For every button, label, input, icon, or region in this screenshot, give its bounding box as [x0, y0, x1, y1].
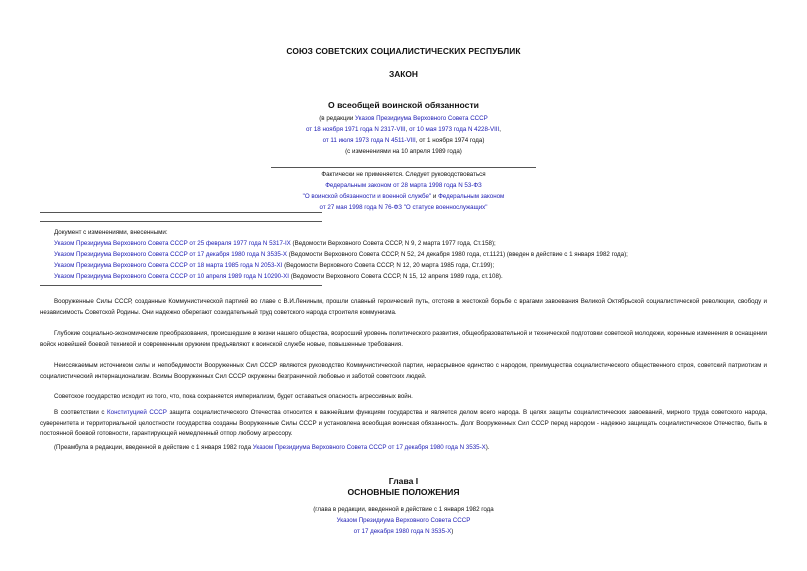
edition-separator: ,: [499, 126, 502, 133]
chapter-decree-link[interactable]: Указом Президиума Верховного Совета СССР: [336, 517, 471, 524]
chapter-note-text: (глава в редакции, введенной в действие с 1 января 1982 года: [313, 506, 494, 513]
edition-prefix: (в редакции: [319, 115, 355, 122]
doc-title-law: ЗАКОН: [389, 69, 418, 79]
preamble-edition-note: [40, 443, 767, 454]
divider: [271, 167, 536, 168]
edition-link-1973-may[interactable]: от 10 мая 1973 года N 4228-VIII: [409, 126, 500, 133]
paragraph-text: защита социалистического Отечества относится к важнейшим функциям государства и является делом всего народа. В целях защиты социалистических завоеваний, мирного труда советского народа, суверенитета и территориальной целостности государства созданы Вооруженные Силы СССР и установлена всеобщая воинская обязанность. Долг Вооруженных Сил СССР перед народом - надежно защищать социалистическое Отечество, быть в постоянной боевой готовности, гарантирующей немедленный отпор любому агрессору.: [40, 409, 767, 437]
paragraph-text: Вооруженные Силы СССР, созданные Коммунистической партией во главе с В.И.Лениным, прошли славный героический путь, отстояв в жестокой борьбе с врагами завоевания Великой Октябрьской социалистической революции, свободу и независимость Советской Родины. Они надежно оберегают созидательный труд советского народа строителя коммунизма.: [40, 298, 767, 316]
edition-separator: ,: [405, 126, 410, 133]
amendment-link[interactable]: Указом Президиума Верховного Совета СССР от 17 декабря 1980 года N 3535-X: [54, 251, 288, 258]
amendment-link[interactable]: Указом Президиума Верховного Совета СССР от 18 марта 1985 года N 2053-XI: [54, 262, 283, 269]
amendment-source: (Ведомости Верховного Совета СССР, N 15, 12 апреля 1989 года, ст.108).: [289, 273, 503, 280]
military-duty-law-link[interactable]: "О воинской обязанности и военной службе": [302, 193, 432, 200]
paragraph-text: Советское государство исходит из того, что, пока сохраняется империализм, будет оставаться опасность агрессивных войн.: [54, 393, 413, 400]
preamble-paragraph: [40, 329, 767, 350]
decree-1980-link[interactable]: Указом Президиума Верховного Совета СССР от 17 декабря 1980 года N 3535-X: [252, 444, 486, 451]
note-text: ).: [485, 444, 490, 451]
amendment-item: [54, 249, 794, 260]
amendment-source: (Ведомости Верховного Совета СССР, N 12, 20 марта 1985 года, Ст.199);: [282, 262, 495, 269]
federal-law-53-link[interactable]: Федеральным законом от 28 марта 1998 года N 53-ФЗ: [325, 182, 482, 189]
amendment-link[interactable]: Указом Президиума Верховного Совета СССР от 10 апреля 1989 года N 10290-XI: [54, 273, 289, 280]
edition-tail: , от 1 ноября 1974 года): [415, 137, 485, 144]
conjunction-text: и: [431, 193, 439, 200]
chapter-decree-date-link[interactable]: от 17 декабря 1980 года N 3535-X: [353, 528, 452, 535]
not-applied-text: Фактически не применяется. Следует руководствоваться: [321, 171, 486, 178]
preamble-paragraph: [40, 408, 767, 440]
amendments-intro: Документ с изменениями, внесенными:: [54, 229, 168, 236]
constitution-link[interactable]: Конституцией СССР: [107, 409, 167, 416]
amendment-source: (Ведомости Верховного Совета СССР, N 52, 24 декабря 1980 года, ст.1121) (введен в действие с 1 января 1982 года);: [287, 251, 628, 258]
paragraph-text: Глубокие социально-экономические преобразования, происшедшие в жизни нашего общества, возросший уровень политического развития, общеобразовательной и технической подготовки советской молодежи, коренные изменения в оснащении войск новейшей боевой техникой и современным оружием предъявляют к воинской службе новые, повышенные требования.: [40, 330, 767, 348]
federal-law-link[interactable]: Федеральным законом: [438, 193, 505, 200]
preamble-paragraph: [40, 392, 767, 403]
amendment-item: [54, 260, 794, 271]
edition-changes-date: (с изменениями на 10 апреля 1989 года): [345, 148, 462, 155]
preamble-paragraph: [40, 297, 767, 318]
paragraph-text: В соответствии с: [54, 409, 108, 416]
not-applied-note: [0, 169, 807, 213]
divider: [40, 221, 322, 222]
edition-link-decrees[interactable]: Указов Президиума Верховного Совета СССР: [355, 115, 488, 122]
edition-link-1971[interactable]: от 18 ноября 1971 года N 2317-VIII: [305, 126, 406, 133]
paragraph-text: Неиссякаемым источником силы и непобедимости Вооруженных Сил СССР являются руководство Коммунистической партии, нерасрывное единство с народом, преимущества социалистического общественного строя, советский патриотизм и социалистический интернационализм. Всимы Вооруженных Сил СССР окружены безграничной любовью и заботой советских людей.: [40, 362, 767, 380]
amendment-item: [54, 271, 794, 282]
federal-law-76-link[interactable]: от 27 мая 1998 года N 76-ФЗ "О статусе военнослужащих": [319, 204, 488, 211]
chapter-number: Глава I: [388, 476, 419, 486]
chapter-edition-note: [0, 504, 807, 537]
doc-title-union: СОЮЗ СОВЕТСКИХ СОЦИАЛИСТИЧЕСКИХ РЕСПУБЛИК: [286, 46, 521, 56]
chapter-title: ОСНОВНЫЕ ПОЛОЖЕНИЯ: [347, 487, 460, 497]
doc-title-subject: О всеобщей воинской обязанности: [328, 100, 479, 110]
amendment-source: (Ведомости Верховного Совета СССР, N 9, 2 марта 1977 года, Ст.158);: [290, 240, 496, 247]
divider: [40, 285, 322, 286]
chapter-heading: [0, 476, 807, 498]
edition-link-1973-july[interactable]: от 11 июля 1973 года N 4511-VIII: [322, 137, 416, 144]
amendment-link[interactable]: Указом Президиума Верховного Совета СССР от 25 февраля 1977 года N 5317-IX: [54, 240, 291, 247]
amendments-list: [54, 227, 794, 282]
divider: [40, 212, 322, 213]
chapter-note-end: ): [451, 528, 454, 535]
amendment-item: [54, 238, 794, 249]
note-text: (Преамбула в редакции, введенной в действие с 1 января 1982 года: [54, 444, 253, 451]
edition-note: [0, 113, 807, 157]
preamble-paragraph: [40, 361, 767, 382]
